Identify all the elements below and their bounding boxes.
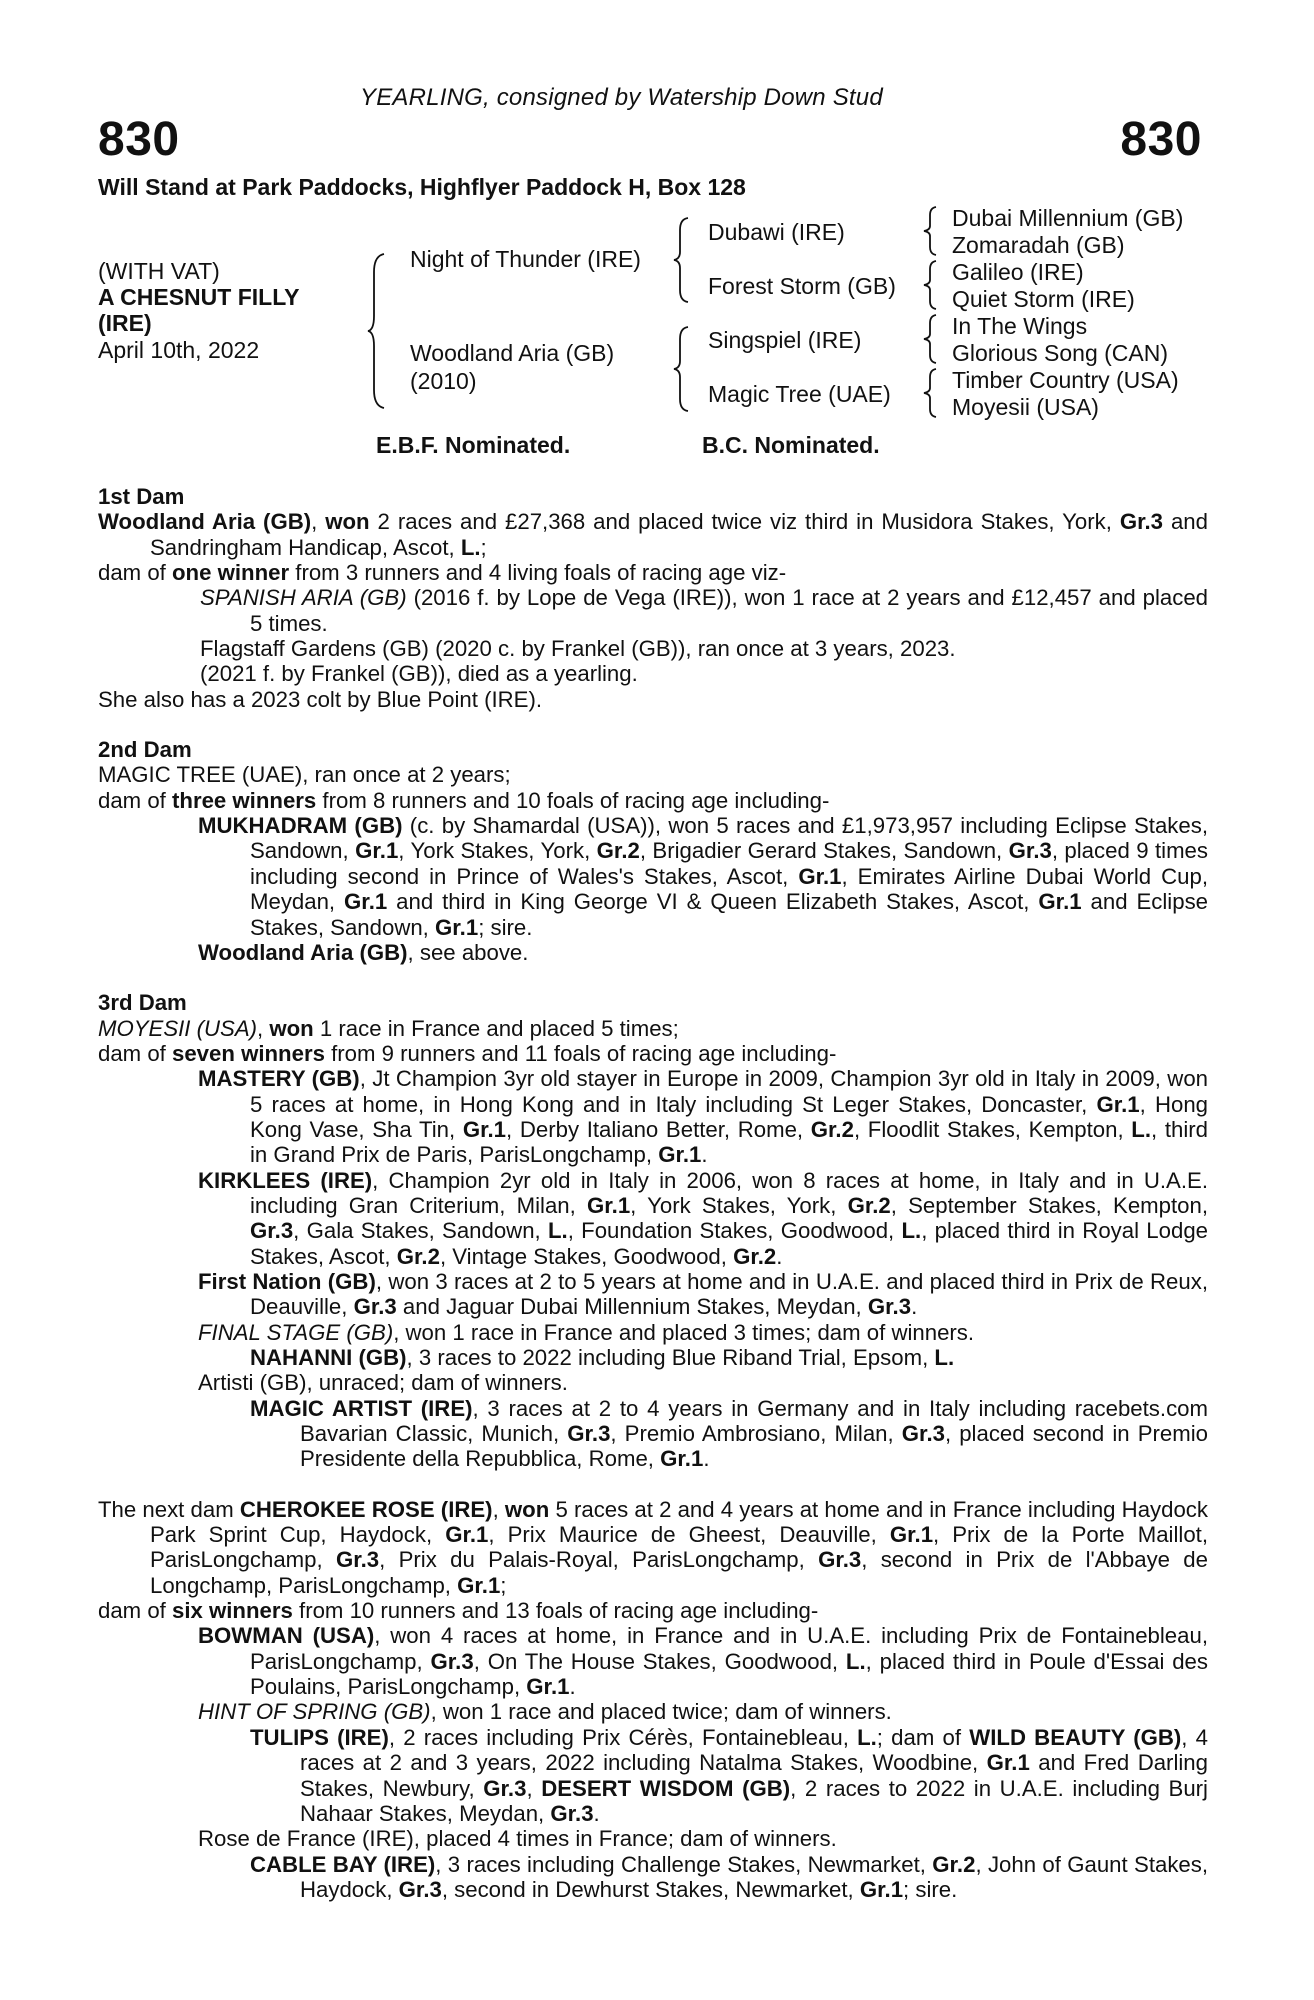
family-entry <box>98 1269 1208 1320</box>
text-run: Flagstaff Gardens (GB) (2020 c. by Frankel (GB)), ran once at 3 years, 2023. <box>200 636 956 662</box>
text-run: , York Stakes, York, <box>630 1192 848 1218</box>
family-entry <box>98 1826 1208 1851</box>
bold-text: Gr.1 <box>355 838 399 864</box>
italic-text: FINAL STAGE (GB) <box>198 1319 394 1345</box>
text-run: , won 1 race in France and placed 3 times; dam of winners. <box>393 1319 975 1345</box>
text-run: , won 4 races at home, in France and in U.A.E. including Prix de Fontainebleau, ParisLongchamp, <box>250 1623 1208 1674</box>
family-entry <box>98 1345 1208 1370</box>
text-run: , Brigadier Gerard Stakes, Sandown, <box>639 838 1009 864</box>
text-run: Artisti (GB), unraced; dam of winners. <box>198 1370 568 1396</box>
text-run: . <box>776 1243 783 1269</box>
ggp-1: Dubai Millennium (GB) <box>952 205 1184 231</box>
bold-text: Gr.1 <box>798 863 842 889</box>
text-run: , 4 races at 2 and 3 years, 2022 including Natalma Stakes, Woodbine, <box>300 1724 1208 1776</box>
bold-text: Gr.1 <box>859 1876 904 1902</box>
bold-text: Gr.3 <box>250 1218 294 1244</box>
bold-text: L. <box>845 1648 866 1674</box>
section-heading: 2nd Dam <box>98 737 192 763</box>
text-run: , On The House Stakes, Goodwood, <box>473 1648 846 1674</box>
family-entry <box>98 661 1208 686</box>
text-run: She also has a 2023 colt by Blue Point (IRE). <box>98 686 542 712</box>
italic-text: HINT OF SPRING (GB) <box>198 1699 431 1725</box>
family-entry <box>98 636 1208 661</box>
text-run: , third in Grand Prix de Paris, ParisLongchamp, <box>250 1116 1208 1168</box>
bold-text: Gr.1 <box>344 889 388 915</box>
bold-text: Gr.3 <box>398 1876 442 1902</box>
dam-dam-name: Magic Tree (UAE) <box>708 381 891 407</box>
text-run: 5 races at 2 and 4 years at home and in France including Haydock Park Sprint Cup, Haydock, <box>150 1496 1208 1548</box>
text-run: dam of <box>98 1598 172 1624</box>
bold-text: L. <box>1131 1116 1151 1142</box>
text-run: , Vintage Stakes, Goodwood, <box>439 1243 734 1269</box>
text-run: , Jt Champion 3yr old stayer in Europe in 2009, Champion 3yr old in Italy in 2009, won 5 races at home, in Hong Kong and in Italy including St Leger Stakes, Doncaster, <box>250 1066 1208 1117</box>
family-details <box>98 484 1208 1902</box>
consignor-line: YEARLING, consigned by Watership Down Stud <box>360 84 883 111</box>
section-gap <box>98 1472 1208 1497</box>
text-run: . <box>703 1446 710 1472</box>
text-run: , 3 races to 2022 including Blue Riband Trial, Epsom, <box>406 1345 935 1370</box>
family-entry <box>98 1598 1208 1623</box>
text-run: , Foundation Stakes, Goodwood, <box>567 1218 902 1244</box>
bold-text: Gr.1 <box>457 1572 501 1598</box>
dam-sire-name: Singspiel (IRE) <box>708 327 862 353</box>
family-entry <box>98 1852 1208 1903</box>
text-run: . <box>569 1674 576 1700</box>
text-run: , 2 races including Prix Cérès, Fontainebleau, <box>388 1724 858 1750</box>
sire-dam-name: Forest Storm (GB) <box>708 273 896 299</box>
text-run: dam of <box>98 560 172 586</box>
section-heading: 1st Dam <box>98 484 185 509</box>
bold-text: Gr.1 <box>1038 889 1082 915</box>
pedigree-brace-gg1 <box>922 205 940 257</box>
ggp-6: Glorious Song (CAN) <box>952 340 1169 366</box>
text-run: , 3 races at 2 to 4 years in Germany and in Italy including racebets.com Bavarian Classic, Munich, <box>300 1395 1208 1447</box>
bold-text: Gr.3 <box>901 1421 945 1447</box>
bold-text: six winners <box>172 1598 293 1624</box>
text-run: , <box>311 509 326 535</box>
text-run: , won 3 races at 2 to 5 years at home and in U.A.E. and placed third in Prix de Reux, Deauville, <box>250 1268 1208 1320</box>
bold-text: Gr.2 <box>847 1192 891 1218</box>
text-run: and Jaguar Dubai Millennium Stakes, Meydan, <box>396 1294 868 1320</box>
bold-text: won <box>325 509 370 535</box>
text-run: , <box>526 1775 542 1801</box>
bold-text: WILD BEAUTY (GB) <box>969 1724 1182 1750</box>
bold-text: Gr.3 <box>483 1775 527 1801</box>
text-run: , placed second in Premio Presidente della Repubblica, Rome, <box>300 1421 1208 1472</box>
text-run: , John of Gaunt Stakes, Haydock, <box>300 1851 1209 1902</box>
foaling-date: April 10th, 2022 <box>98 337 260 363</box>
family-entry <box>98 509 1208 560</box>
bold-text: Gr.3 <box>335 1547 380 1573</box>
bold-text: three winners <box>172 787 317 813</box>
pedigree-brace-main <box>366 252 388 410</box>
bold-text: L. <box>460 534 481 560</box>
pedigree-brace-gg2 <box>922 259 940 311</box>
family-entry <box>98 687 1208 712</box>
bold-text: BOWMAN (USA) <box>198 1623 375 1649</box>
text-run: ; <box>500 1572 507 1598</box>
family-entry <box>98 1370 1208 1395</box>
bold-text: Gr.1 <box>889 1522 934 1548</box>
text-run: , Prix Maurice de Gheest, Deauville, <box>488 1522 890 1548</box>
bold-text: Woodland Aria (GB) <box>98 509 312 535</box>
ggp-3: Galileo (IRE) <box>952 259 1084 285</box>
text-run: , Gala Stakes, Sandown, <box>293 1218 548 1244</box>
bold-text: Gr.1 <box>445 1522 489 1548</box>
text-run: , 2 races to 2022 in U.A.E. including Burj Nahaar Stakes, Meydan, <box>300 1775 1208 1826</box>
text-run: , 3 races including Challenge Stakes, Newmarket, <box>435 1851 933 1877</box>
family-entry <box>98 813 1208 940</box>
bold-text: one winner <box>172 560 290 586</box>
bold-text: Gr.3 <box>430 1648 474 1674</box>
bold-text: Gr.3 <box>550 1800 594 1826</box>
text-run: ; sire. <box>903 1876 958 1902</box>
text-run: ; <box>480 534 487 560</box>
text-run: , won 1 race and placed twice; dam of winners. <box>430 1699 892 1725</box>
text-run: (2016 f. by Lope de Vega (IRE)), won 1 race at 2 years and £12,457 and placed 5 times. <box>250 585 1208 636</box>
bold-text: Gr.1 <box>435 914 479 940</box>
bold-text: Gr.2 <box>932 1851 976 1877</box>
family-entry <box>98 1320 1208 1345</box>
bold-text: seven winners <box>172 1040 325 1066</box>
bold-text: Woodland Aria (GB) <box>198 939 408 965</box>
family-entry <box>98 1725 1208 1826</box>
family-entry <box>98 1168 1208 1269</box>
bold-text: Gr.1 <box>660 1446 704 1472</box>
bold-text: Gr.1 <box>658 1142 702 1168</box>
bold-text: Gr.3 <box>353 1294 397 1320</box>
bold-text: Gr.3 <box>1119 509 1164 535</box>
text-run: , second in Prix de l'Abbaye de Longchamp, ParisLongchamp, <box>150 1547 1208 1598</box>
bold-text: CABLE BAY (IRE) <box>250 1851 436 1877</box>
text-run: 2 races and £27,368 and placed twice viz third in Musidora Stakes, York, <box>369 509 1120 535</box>
bold-text: Gr.2 <box>596 838 640 864</box>
text-run: , Emirates Airline Dubai World Cup, Meydan, <box>250 863 1208 915</box>
text-run: , second in Dewhurst Stakes, Newmarket, <box>441 1876 860 1902</box>
bold-text: L. <box>857 1724 877 1750</box>
bold-text: KIRKLEES (IRE) <box>198 1167 373 1193</box>
pedigree-brace-gg4 <box>922 367 940 419</box>
section-heading: 3rd Dam <box>98 990 187 1016</box>
text-run: , placed third in Royal Lodge Stakes, Ascot, <box>250 1218 1208 1269</box>
text-run: (2021 f. by Frankel (GB)), died as a yearling. <box>200 661 638 687</box>
text-run: , placed 9 times including second in Prince of Wales's Stakes, Ascot, <box>250 838 1208 889</box>
section-gap <box>98 712 1208 737</box>
bold-text: Gr.1 <box>586 1192 631 1218</box>
bold-text: Gr.3 <box>867 1294 912 1320</box>
text-run: from 3 runners and 4 living foals of racing age viz- <box>289 560 787 586</box>
bc-nomination: B.C. Nominated. <box>702 432 880 458</box>
bold-text: Gr.1 <box>526 1674 570 1700</box>
text-run: and Sandringham Handicap, Ascot, <box>150 509 1208 560</box>
pedigree-brace-sire <box>672 216 692 304</box>
text-run: ; sire. <box>478 914 533 940</box>
section-gap <box>98 965 1208 990</box>
ggp-2: Zomaradah (GB) <box>952 232 1125 258</box>
text-run: dam of <box>98 1040 172 1066</box>
text-run: , Floodlit Stakes, Kempton, <box>853 1116 1132 1142</box>
text-run: dam of <box>98 787 172 813</box>
text-run: . <box>911 1294 918 1320</box>
lot-number-left: 830 <box>98 113 180 166</box>
italic-text: SPANISH ARIA (GB) <box>200 585 407 611</box>
family-entry <box>98 585 1208 636</box>
text-run: and Eclipse Stakes, Sandown, <box>250 889 1208 940</box>
pedigree-brace-dam <box>672 325 692 413</box>
family-entry <box>98 1623 1208 1699</box>
bold-text: MUKHADRAM (GB) <box>198 813 403 839</box>
bold-text: NAHANNI (GB) <box>250 1345 407 1370</box>
pedigree-brace-gg3 <box>922 313 940 365</box>
ggp-7: Timber Country (USA) <box>952 367 1179 393</box>
bold-text: TULIPS (IRE) <box>250 1724 389 1750</box>
text-run: , Hong Kong Vase, Sha Tin, <box>250 1091 1208 1142</box>
text-run: , <box>492 1496 505 1522</box>
family-entry <box>98 1066 1208 1167</box>
vat-note: (WITH VAT) <box>98 258 220 284</box>
italic-text: MOYESII (USA) <box>98 1015 258 1041</box>
horse-country: (IRE) <box>98 310 152 336</box>
text-run: The next dam <box>98 1496 240 1522</box>
text-run: from 10 runners and 13 foals of racing age including- <box>292 1598 819 1624</box>
text-run: (c. by Shamardal (USA)), won 5 races and £1,973,957 including Eclipse Stakes, Sandown, <box>250 813 1208 864</box>
family-entry <box>98 1396 1208 1472</box>
family-entry <box>98 1041 1208 1066</box>
dam-year: (2010) <box>410 368 477 394</box>
text-run: , Champion 2yr old in Italy in 2006, won 8 races at home, in Italy and in U.A.E. including Gran Criterium, Milan, <box>250 1167 1208 1218</box>
family-entry <box>98 1016 1208 1041</box>
bold-text: Gr.3 <box>567 1421 611 1447</box>
bold-text: Gr.1 <box>986 1750 1030 1776</box>
bold-text: L. <box>934 1345 955 1370</box>
text-run: and third in King George VI & Queen Elizabeth Stakes, Ascot, <box>387 889 1039 915</box>
bold-text: L. <box>901 1218 922 1244</box>
text-run: , placed third in Poule d'Essai des Poulains, ParisLongchamp, <box>250 1648 1208 1700</box>
text-run: from 9 runners and 11 foals of racing age including- <box>324 1040 837 1066</box>
bold-text: MAGIC ARTIST (IRE) <box>250 1395 473 1421</box>
text-run: and Fred Darling Stakes, Newbury, <box>300 1750 1208 1801</box>
ggp-8: Moyesii (USA) <box>952 394 1099 420</box>
text-run: , Derby Italiano Better, Rome, <box>506 1116 811 1142</box>
text-run: , York Stakes, York, <box>398 838 597 864</box>
bold-text: L. <box>548 1218 568 1244</box>
bold-text: Gr.3 <box>1008 838 1052 864</box>
ebf-nomination: E.B.F. Nominated. <box>376 432 571 458</box>
bold-text: First Nation (GB) <box>198 1268 376 1294</box>
family-entry <box>98 940 1208 965</box>
bold-text: Gr.2 <box>810 1116 854 1142</box>
ggp-4: Quiet Storm (IRE) <box>952 286 1135 312</box>
family-entry <box>98 560 1208 585</box>
lot-number-right: 830 <box>1120 113 1202 166</box>
text-run: , Prix de la Porte Maillot, ParisLongchamp, <box>150 1522 1208 1573</box>
bold-text: CHEROKEE ROSE (IRE) <box>239 1496 493 1522</box>
sire-name: Night of Thunder (IRE) <box>410 246 641 272</box>
text-run: ; dam of <box>876 1724 970 1750</box>
bold-text: Gr.2 <box>733 1243 777 1269</box>
text-run: , Prix du Palais-Royal, ParisLongchamp, <box>379 1547 819 1573</box>
ggp-5: In The Wings <box>952 313 1088 339</box>
text-run: MAGIC TREE (UAE), ran once at 2 years; <box>98 762 511 788</box>
text-run: . <box>701 1142 708 1168</box>
text-run: Rose de France (IRE), placed 4 times in France; dam of winners. <box>198 1826 837 1852</box>
horse-name: A CHESNUT FILLY <box>98 284 300 310</box>
text-run: . <box>593 1800 600 1826</box>
family-entry <box>98 788 1208 813</box>
text-run: 1 race in France and placed 5 times; <box>313 1015 679 1041</box>
bold-text: won <box>504 1496 550 1522</box>
bold-text: DESERT WISDOM (GB) <box>541 1775 791 1801</box>
bold-text: Gr.1 <box>1096 1091 1140 1117</box>
text-run: , September Stakes, Kempton, <box>890 1192 1208 1218</box>
dam-name: Woodland Aria (GB) <box>410 340 615 366</box>
bold-text: Gr.3 <box>818 1547 862 1573</box>
bold-text: won <box>269 1015 314 1041</box>
bold-text: Gr.2 <box>396 1243 440 1269</box>
text-run: , Premio Ambrosiano, Milan, <box>610 1421 902 1447</box>
stand-location: Will Stand at Park Paddocks, Highflyer Paddock H, Box 128 <box>98 174 746 200</box>
bold-text: Gr.1 <box>462 1116 507 1142</box>
family-entry <box>98 1699 1208 1724</box>
text-run: from 8 runners and 10 foals of racing age including- <box>316 787 830 813</box>
sire-sire-name: Dubawi (IRE) <box>708 219 845 245</box>
text-run: , <box>257 1015 270 1041</box>
family-entry <box>98 1497 1208 1598</box>
family-entry <box>98 762 1208 787</box>
bold-text: MASTERY (GB) <box>198 1066 360 1092</box>
text-run: , see above. <box>407 939 529 965</box>
